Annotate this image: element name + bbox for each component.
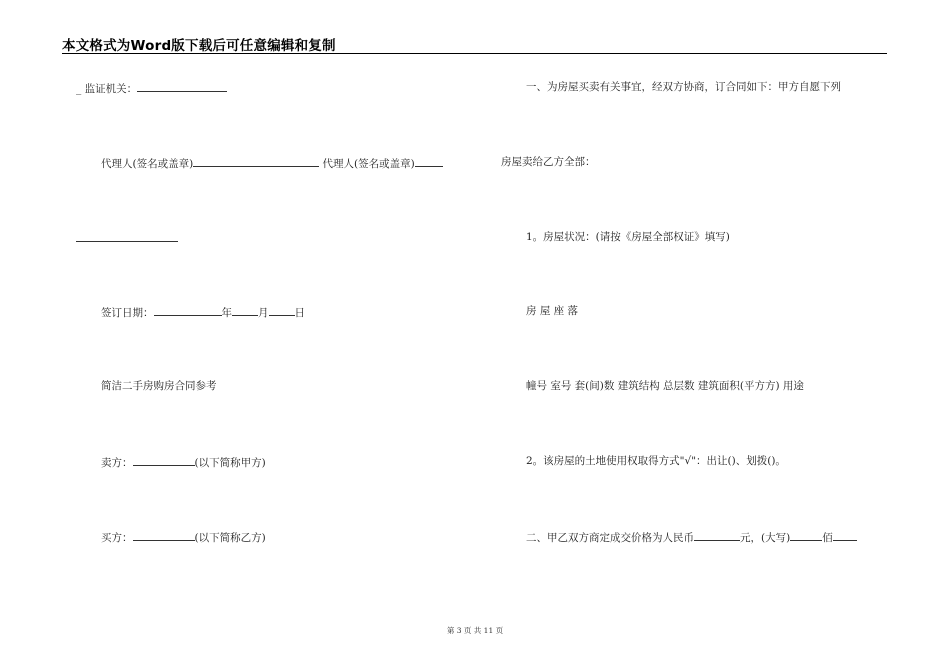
seller-note: (以下简称甲方) [194, 457, 266, 469]
header-divider [62, 53, 887, 54]
buyer-note: (以下简称乙方) [194, 532, 266, 544]
supervision-line [76, 80, 227, 96]
price-line [526, 529, 857, 545]
house-fields-line: 幢号 室号 套(间)数 建筑结构 总层数 建筑面积(平方方) 用途 [526, 380, 804, 392]
uppercase-blank [790, 529, 822, 541]
hundreds-blank [833, 529, 857, 541]
day-label: 日 [294, 307, 305, 319]
price-label: 二、甲乙双方商定成交价格为人民币 [526, 532, 694, 544]
agent-label-1: 代理人(签名或盖章) [101, 158, 194, 170]
agent-blank-1 [193, 155, 319, 167]
clause-1-continued: 房屋卖给乙方全部： [501, 156, 596, 168]
signature-blank-line [76, 230, 178, 246]
seller-label: 卖方： [101, 457, 133, 469]
agent-blank-2 [415, 155, 443, 167]
month-blank [232, 304, 258, 316]
agent-line [101, 155, 443, 171]
price-uppercase-label: 元，(大写) [740, 532, 791, 544]
supervision-blank [137, 80, 227, 92]
house-status-line: 1。房屋状况：(请按《房屋全部权证》填写) [526, 231, 730, 243]
house-location-label: 房 屋 座 落 [526, 305, 579, 317]
day-blank [269, 304, 295, 316]
clause-1-text: 一、为房屋买卖有关事宜，经双方协商，订合同如下：甲方自愿下列 [526, 81, 841, 93]
year-label: 年 [221, 307, 232, 319]
agent-label-2: 代理人(签名或盖章) [322, 158, 415, 170]
signing-date-line [101, 304, 305, 320]
price-blank [694, 529, 740, 541]
signature-blank [76, 230, 178, 242]
contract-title: 简洁二手房购房合同参考 [101, 380, 217, 392]
buyer-line [101, 529, 266, 545]
supervision-label: _ 监证机关： [76, 83, 138, 95]
seller-line [101, 454, 266, 470]
hundreds-label: 佰 [822, 532, 833, 544]
page-number: 第 3 页 共 11 页 [446, 626, 504, 635]
buyer-label: 买方： [101, 532, 133, 544]
land-use-line: 2。该房屋的土地使用权取得方式"√"：出让()、划拨()。 [526, 455, 786, 467]
month-label: 月 [258, 307, 269, 319]
year-blank [154, 304, 222, 316]
document-header-title: 本文格式为Word版下载后可任意编辑和复制 [62, 38, 336, 54]
signing-date-label: 签订日期： [101, 307, 154, 319]
seller-blank [133, 454, 195, 466]
buyer-blank [133, 529, 195, 541]
